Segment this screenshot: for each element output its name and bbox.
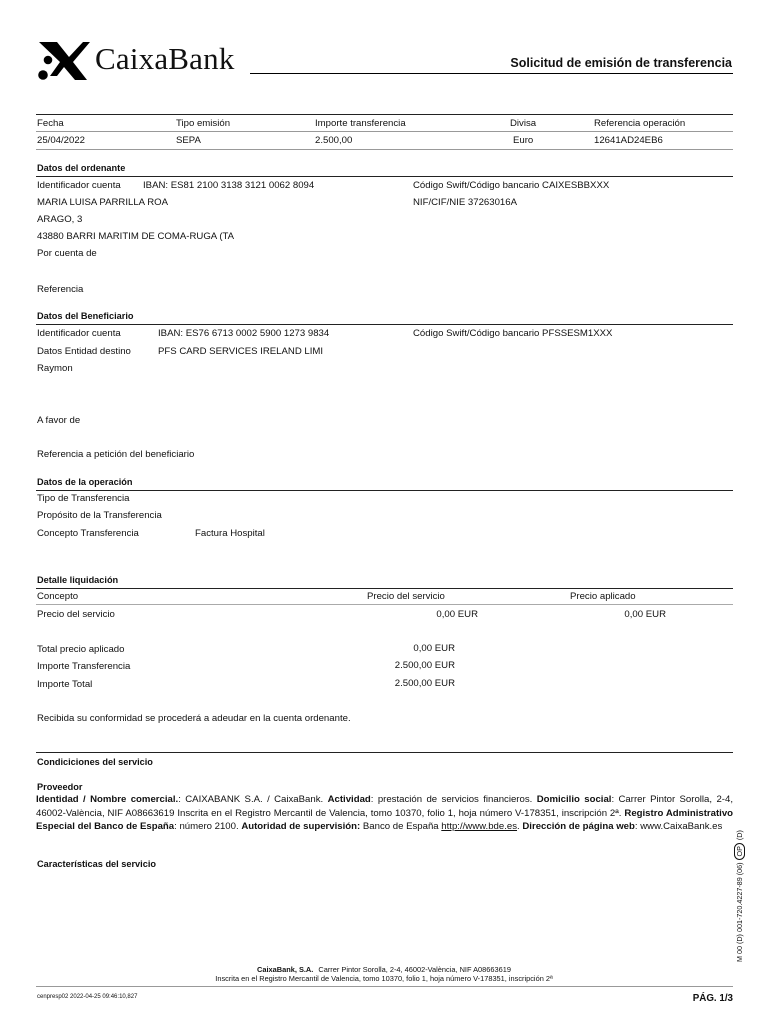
header-referencia: Referencia operación [594, 118, 686, 129]
value-divisa: Euro [513, 135, 534, 146]
divider [36, 114, 733, 115]
footer-company: CaixaBank, S.A. [257, 965, 314, 974]
brand-name: CaixaBank [95, 41, 235, 76]
identidad-value: : CAIXABANK S.A. / CaixaBank. [178, 794, 324, 805]
identidad-label: Identidad / Nombre comercial. [36, 794, 179, 805]
caixabank-logo [35, 40, 240, 82]
proveedor-paragraph: Identidad / Nombre comercial.: CAIXABANK S.A. / CaixaBank. Actividad: prestación de servicios financieros. Domicilio social: Carrer Pintor Sorolla, 2-4, 46002-València, NIF A08663619 Inscrita en el Registro Mercantil de Valencia, tomo 10370, folio 1, hoja número V-178351, inscripción 2ª. Registro Administrativo Especial del Banco de España: número 2100. Autoridad de supervisión: Banco de España http://www.bde.es. Dirección de página web: www.CaixaBank.es [36, 794, 734, 833]
operacion-concepto-value: Factura Hospital [195, 528, 265, 539]
value-tipo-emision: SEPA [176, 135, 201, 146]
beneficiario-iban: IBAN: ES76 6713 0002 5900 1273 9834 [158, 328, 330, 339]
importe-total-value: 2.500,00 EUR [394, 678, 455, 689]
divider [36, 176, 733, 177]
title-rule [250, 73, 733, 74]
section-beneficiario: Datos del Beneficiario [37, 311, 134, 321]
col-precio-servicio: Precio del servicio [367, 591, 445, 602]
beneficiario-entity-label: Datos Entidad destino [37, 346, 131, 357]
actividad-value: : prestación de servicios financieros. [370, 794, 533, 805]
footer-line-1 [0, 965, 768, 974]
beneficiario-name: Raymon [37, 363, 73, 374]
ordenante-id-label: Identificador cuenta [37, 180, 121, 191]
header-importe: Importe transferencia [315, 118, 406, 129]
divider [36, 604, 733, 605]
ordenante-name: MARIA LUISA PARRILLA ROA [37, 197, 168, 208]
side-tail: (D) [735, 830, 744, 841]
autoridad-value: Banco de España [360, 821, 439, 833]
registro-value: : número 2100. [174, 821, 239, 833]
beneficiario-ref-peticion: Referencia a petición del beneficiario [37, 449, 195, 460]
beneficiario-id-label: Identificador cuenta [37, 328, 121, 339]
divider [36, 131, 733, 132]
header-fecha: Fecha [37, 118, 64, 129]
side-badge: OP [734, 843, 745, 859]
total-precio-label: Total precio aplicado [37, 644, 125, 655]
beneficiario-a-favor: A favor de [37, 415, 81, 426]
page-title: Solicitud de emisión de transferencia [510, 56, 732, 70]
beneficiario-entity-value: PFS CARD SERVICES IRELAND LIMI [158, 346, 324, 357]
divider [36, 752, 733, 753]
star-icon [35, 40, 91, 82]
ordenante-street: ARAGO, 3 [37, 214, 83, 225]
col-concepto: Concepto [37, 591, 79, 602]
divider [36, 588, 733, 589]
importe-transferencia-value: 2.500,00 EUR [394, 660, 455, 671]
row-precio-servicio-value: 0,00 EUR [436, 609, 478, 620]
ordenante-iban: IBAN: ES81 2100 3138 3121 0062 8094 [143, 180, 315, 191]
value-fecha: 25/04/2022 [37, 135, 86, 146]
footer-code: cenpresp02 2022-04-25 09:46:10,827 [37, 994, 138, 1000]
ordenante-nif: NIF/CIF/NIE 37263016A [413, 197, 517, 208]
section-operacion: Datos de la operación [37, 477, 133, 487]
domicilio-label: Domicilio social [536, 794, 612, 805]
registro-label: Registro Administrativo Especial del Banco de España [36, 807, 734, 833]
ordenante-por-cuenta: Por cuenta de [37, 248, 97, 259]
col-precio-aplicado: Precio aplicado [570, 591, 636, 602]
section-liquidacion: Detalle liquidación [37, 575, 119, 585]
header-tipo-emision: Tipo emisión [176, 118, 231, 129]
conformidad-text: Recibida su conformidad se procederá a adeudar en la cuenta ordenante. [37, 713, 351, 724]
ordenante-swift: Código Swift/Código bancario CAIXESBBXXX [413, 180, 610, 191]
caracteristicas-heading: Características del servicio [37, 859, 156, 869]
operacion-concepto-label: Concepto Transferencia [37, 528, 139, 539]
divider [36, 490, 733, 491]
row-precio-servicio-label: Precio del servicio [37, 609, 115, 620]
total-precio-value: 0,00 EUR [413, 643, 455, 654]
ordenante-referencia: Referencia [37, 284, 84, 295]
page-number: PÁG. 1/3 [692, 993, 733, 1004]
operacion-proposito: Propósito de la Transferencia [37, 510, 162, 521]
section-condiciones: Condiciciones del servicio [37, 757, 153, 767]
side-code-text: M 00 (D) 001-720.4227-89 (06) [735, 862, 744, 962]
divider [36, 324, 733, 325]
operacion-tipo: Tipo de Transferencia [37, 493, 130, 504]
beneficiario-swift: Código Swift/Código bancario PFSSESM1XXX [413, 328, 613, 339]
divider [36, 149, 733, 150]
importe-total-label: Importe Total [37, 679, 93, 690]
domicilio-value: : Carrer Pintor Sorolla, 2-4, 46002-València, NIF A08663619 Inscrita en el Registro Mercantil de Valencia, tomo 10370, folio 1, hoja número V-178351, inscripción 2ª. [36, 794, 733, 819]
value-referencia: 12641AD24EB6 [594, 135, 663, 146]
section-ordenante: Datos del ordenante [37, 163, 126, 173]
header-divisa: Divisa [510, 118, 537, 129]
bde-link[interactable]: http://www.bde.es [441, 821, 518, 833]
autoridad-label: Autoridad de supervisión: [241, 821, 361, 833]
actividad-label: Actividad [327, 794, 371, 805]
footer-rule [36, 986, 733, 987]
web-label: Dirección de página web [522, 821, 635, 833]
row-precio-aplicado-value: 0,00 EUR [624, 609, 666, 620]
web-value: : www.CaixaBank.es [634, 821, 723, 833]
side-code [734, 830, 745, 962]
value-importe: 2.500,00 [315, 135, 353, 146]
ordenante-city: 43880 BARRI MARITIM DE COMA-RUGA (TA [37, 231, 235, 242]
footer-address: Carrer Pintor Sorolla, 2-4, 46002-València, NIF A08663619 [318, 965, 511, 974]
proveedor-heading: Proveedor [37, 782, 83, 792]
importe-transferencia-label: Importe Transferencia [37, 661, 131, 672]
footer-registry: Inscrita en el Registro Mercantil de Valencia, tomo 10370, folio 1, hoja número V-178351, inscripción 2ª [215, 974, 553, 983]
